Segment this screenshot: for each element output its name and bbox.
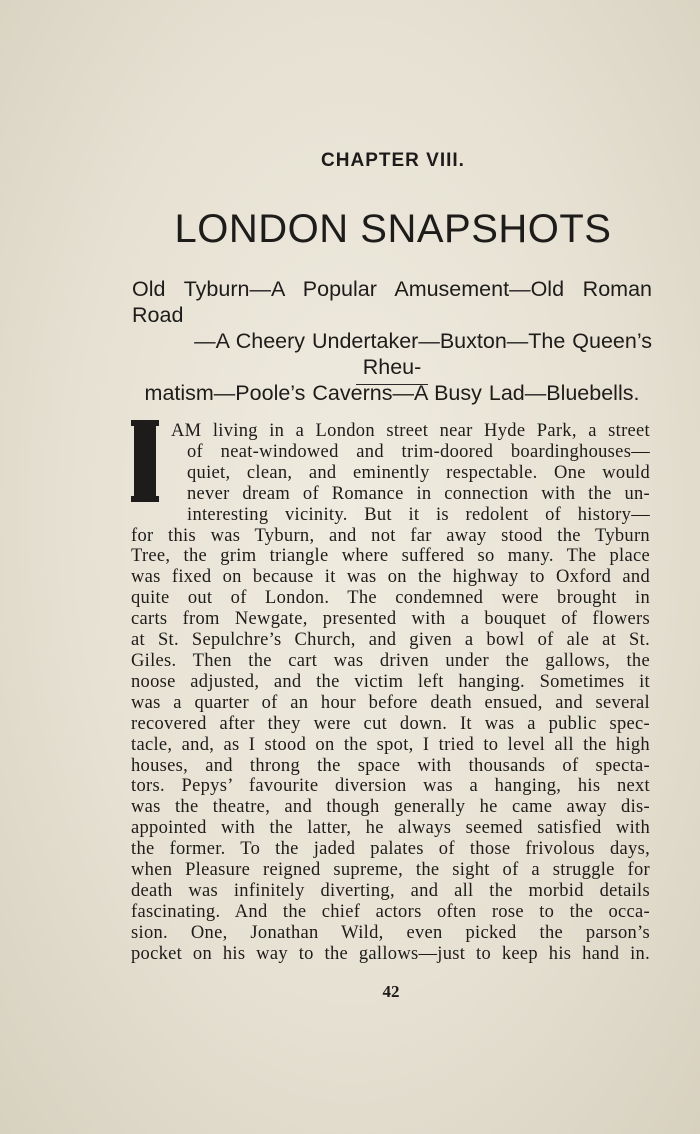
text-line: AM living in a London street near Hyde Park, a street xyxy=(171,421,650,441)
text-line: appointed with the latter, he always seemed satisfied with xyxy=(131,818,650,839)
text-line: recovered after they were cut down. It was a public spec- xyxy=(131,713,650,734)
text-line: was a quarter of an hour before death ensued, and several xyxy=(131,692,650,713)
chapter-title: LONDON SNAPSHOTS xyxy=(174,207,612,251)
text-line: fascinating. And the chief actors often rose to the occa- xyxy=(131,901,650,922)
body-text xyxy=(131,421,650,965)
summary-line: Old Tyburn—A Popular Amusement—Old Roman Road xyxy=(132,277,652,327)
text-line: the former. To the jaded palates of those frivolous days, xyxy=(131,839,650,860)
text-line: quiet, clean, and eminently respectable. One would xyxy=(187,462,650,483)
text-line: death was infinitely diverting, and all the morbid details xyxy=(131,880,650,901)
text-line: carts from Newgate, presented with a bouquet of flowers xyxy=(131,609,650,630)
text-line: for this was Tyburn, and not far away stood the Tyburn xyxy=(131,525,650,546)
text-line: sion. One, Jonathan Wild, even picked the parson’s xyxy=(131,922,650,943)
text-line: never dream of Romance in connection with the un- xyxy=(187,483,650,504)
text-line: when Pleasure reigned supreme, the sight of a struggle for xyxy=(131,860,650,881)
chapter-summary xyxy=(132,276,652,406)
text-line: quite out of London. The condemned were brought in xyxy=(131,588,650,609)
text-line: pocket on his way to the gallows—just to keep his hand in. xyxy=(131,943,650,964)
chapter-heading: CHAPTER VIII. xyxy=(321,150,465,171)
text-line: of neat-windowed and trim-doored boardinghouses— xyxy=(187,441,650,462)
text-line: interesting vicinity. But it is redolent of history— xyxy=(187,504,650,525)
text-line: tors. Pepys’ favourite diversion was a hanging, his next xyxy=(131,776,650,797)
page-number: 42 xyxy=(382,982,400,1001)
summary-line: —A Cheery Undertaker—Buxton—The Queen’s Rheu- xyxy=(194,329,652,379)
text-line: was the theatre, and though generally he came away dis- xyxy=(131,797,650,818)
text-line: at St. Sepulchre’s Church, and given a bowl of ale at St. xyxy=(131,630,650,651)
text-line: Giles. Then the cart was driven under the gallows, the xyxy=(131,650,650,671)
summary-line: matism—Poole’s Caverns—A Busy Lad—Bluebells. xyxy=(144,381,640,405)
text-line: houses, and throng the space with thousands of specta- xyxy=(131,755,650,776)
text-line: tacle, and, as I stood on the spot, I tried to level all the high xyxy=(131,734,650,755)
text-line: Tree, the grim triangle where suffered so many. The place xyxy=(131,546,650,567)
text-line: was fixed on because it was on the highway to Oxford and xyxy=(131,567,650,588)
text-line: noose adjusted, and the victim left hanging. Sometimes it xyxy=(131,671,650,692)
section-divider xyxy=(356,384,428,385)
